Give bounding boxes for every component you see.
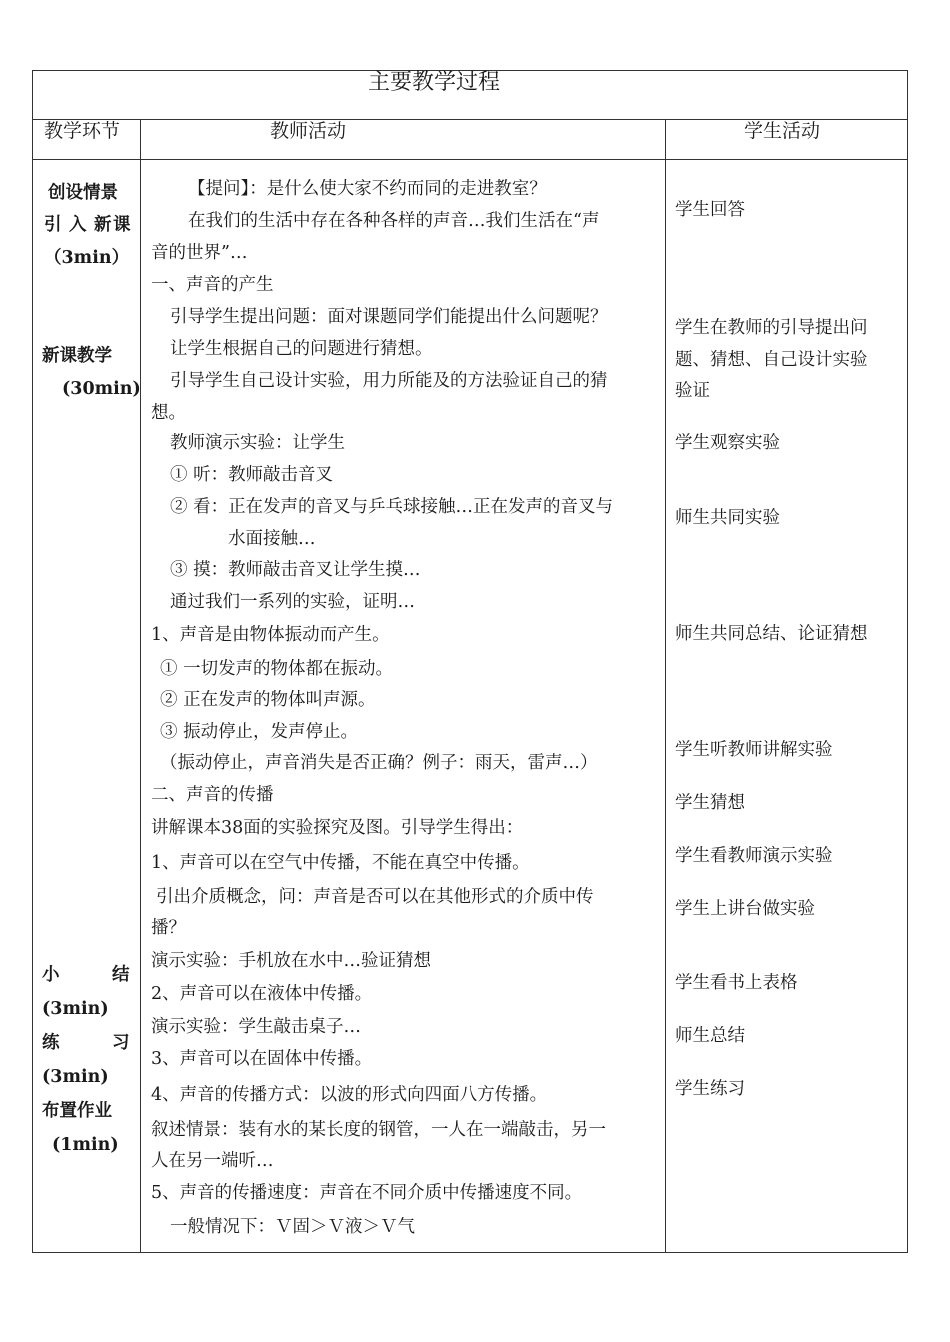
teacher-line: 演示实验：手机放在水中…验证猜想 — [151, 951, 431, 971]
teacher-line: 一、声音的产生 — [151, 275, 274, 295]
student-line: 师生共同实验 — [675, 508, 780, 528]
student-line: 学生在教师的引导提出问 — [675, 318, 868, 338]
stage-practice-char-2: 习 — [112, 1033, 130, 1053]
student-line: 学生看书上表格 — [675, 973, 798, 993]
stage-intro-char-4: 课 — [113, 215, 131, 235]
column-divider-2 — [665, 119, 666, 1252]
student-line: 学生观察实验 — [675, 433, 780, 453]
student-line: 学生看教师演示实验 — [675, 846, 833, 866]
teacher-line: ② 看：正在发声的音叉与乒乓球接触…正在发声的音叉与 — [170, 497, 614, 517]
teacher-line: 引导学生自己设计实验，用力所能及的方法验证自己的猜 — [170, 371, 608, 391]
teacher-line: 让学生根据自己的问题进行猜想。 — [170, 339, 433, 359]
stage-intro-char-2: 入 — [69, 215, 87, 235]
teacher-line: ③ 振动停止，发声停止。 — [160, 722, 359, 742]
teacher-line: 讲解课本38面的实验探究及图。引导学生得出： — [151, 818, 524, 838]
teacher-line: 在我们的生活中存在各种各样的声音…我们生活在“声 — [188, 211, 600, 231]
stage-homework-time: (1min) — [52, 1135, 119, 1155]
teacher-line: ① 一切发声的物体都在振动。 — [160, 659, 394, 679]
header-student: 学生活动 — [744, 120, 821, 142]
stage-practice-char-1: 练 — [42, 1033, 60, 1053]
teacher-line: 演示实验：学生敲击桌子… — [151, 1017, 361, 1037]
teacher-line: 引出介质概念，问：声音是否可以在其他形式的介质中传 — [156, 887, 594, 907]
table-title: 主要教学过程 — [368, 70, 501, 95]
teacher-line: 想。 — [151, 403, 186, 423]
stage-summary-time: (3min) — [42, 999, 109, 1019]
teacher-line: 【提问】：是什么使大家不约而同的走进教室？ — [188, 179, 547, 199]
teacher-line: 引导学生提出问题：面对课题同学们能提出什么问题呢？ — [170, 307, 608, 327]
header-teacher: 教师活动 — [270, 120, 347, 142]
student-line: 学生练习 — [675, 1079, 745, 1099]
teacher-line: 水面接触… — [228, 529, 316, 549]
teacher-line: 叙述情景：装有水的某长度的钢管，一人在一端敲击，另一 — [151, 1120, 606, 1140]
teacher-line: 通过我们一系列的实验，证明… — [170, 592, 415, 612]
teacher-line: ① 听：教师敲击音叉 — [170, 465, 334, 485]
stage-intro-char-3: 新 — [94, 215, 112, 235]
teacher-line: 教师演示实验：让学生 — [170, 433, 345, 453]
student-line: 学生猜想 — [675, 793, 745, 813]
header-stage: 教学环节 — [44, 120, 121, 142]
teacher-line: 一般情况下：Ｖ固＞Ｖ液＞Ｖ气 — [170, 1217, 415, 1237]
student-line: 师生总结 — [675, 1026, 745, 1046]
column-divider-1 — [140, 119, 141, 1252]
stage-intro-time: （3min） — [44, 248, 130, 268]
student-line: 题、猜想、自己设计实验 — [675, 350, 868, 370]
teacher-line: 5、声音的传播速度：声音在不同介质中传播速度不同。 — [151, 1183, 583, 1203]
teacher-line: ② 正在发声的物体叫声源。 — [160, 690, 376, 710]
stage-new-lesson-time: (30min) — [62, 379, 141, 399]
teacher-line: 4、声音的传播方式：以波的形式向四面八方传播。 — [151, 1085, 548, 1105]
stage-summary-char-1: 小 — [42, 965, 60, 985]
stage-homework: 布置作业 — [42, 1101, 112, 1121]
stage-practice-time: (3min) — [42, 1067, 109, 1087]
header-divider — [33, 159, 907, 160]
teacher-line: 1、声音可以在空气中传播，不能在真空中传播。 — [151, 853, 530, 873]
teacher-line: 2、声音可以在液体中传播。 — [151, 984, 373, 1004]
teacher-line: ③ 摸：教师敲击音叉让学生摸… — [170, 560, 421, 580]
teacher-line: 3、声音可以在固体中传播。 — [151, 1049, 373, 1069]
student-line: 验证 — [675, 381, 710, 401]
teacher-line: （振动停止，声音消失是否正确？例子：雨天，雷声…） — [160, 753, 598, 773]
student-line: 师生共同总结、论证猜想 — [675, 624, 868, 644]
teacher-line: 1、声音是由物体振动而产生。 — [151, 625, 390, 645]
teacher-line: 播？ — [151, 918, 186, 938]
student-line: 学生上讲台做实验 — [675, 899, 815, 919]
teacher-line: 音的世界”… — [151, 243, 248, 263]
student-line: 学生回答 — [675, 200, 745, 220]
student-line: 学生听教师讲解实验 — [675, 740, 833, 760]
teacher-line: 二、声音的传播 — [151, 785, 274, 805]
stage-intro-char-1: 引 — [44, 215, 62, 235]
stage-intro-line1: 创设情景 — [48, 183, 118, 203]
teacher-line: 人在另一端听… — [151, 1151, 274, 1171]
stage-new-lesson: 新课教学 — [42, 346, 112, 366]
stage-summary-char-2: 结 — [112, 965, 130, 985]
